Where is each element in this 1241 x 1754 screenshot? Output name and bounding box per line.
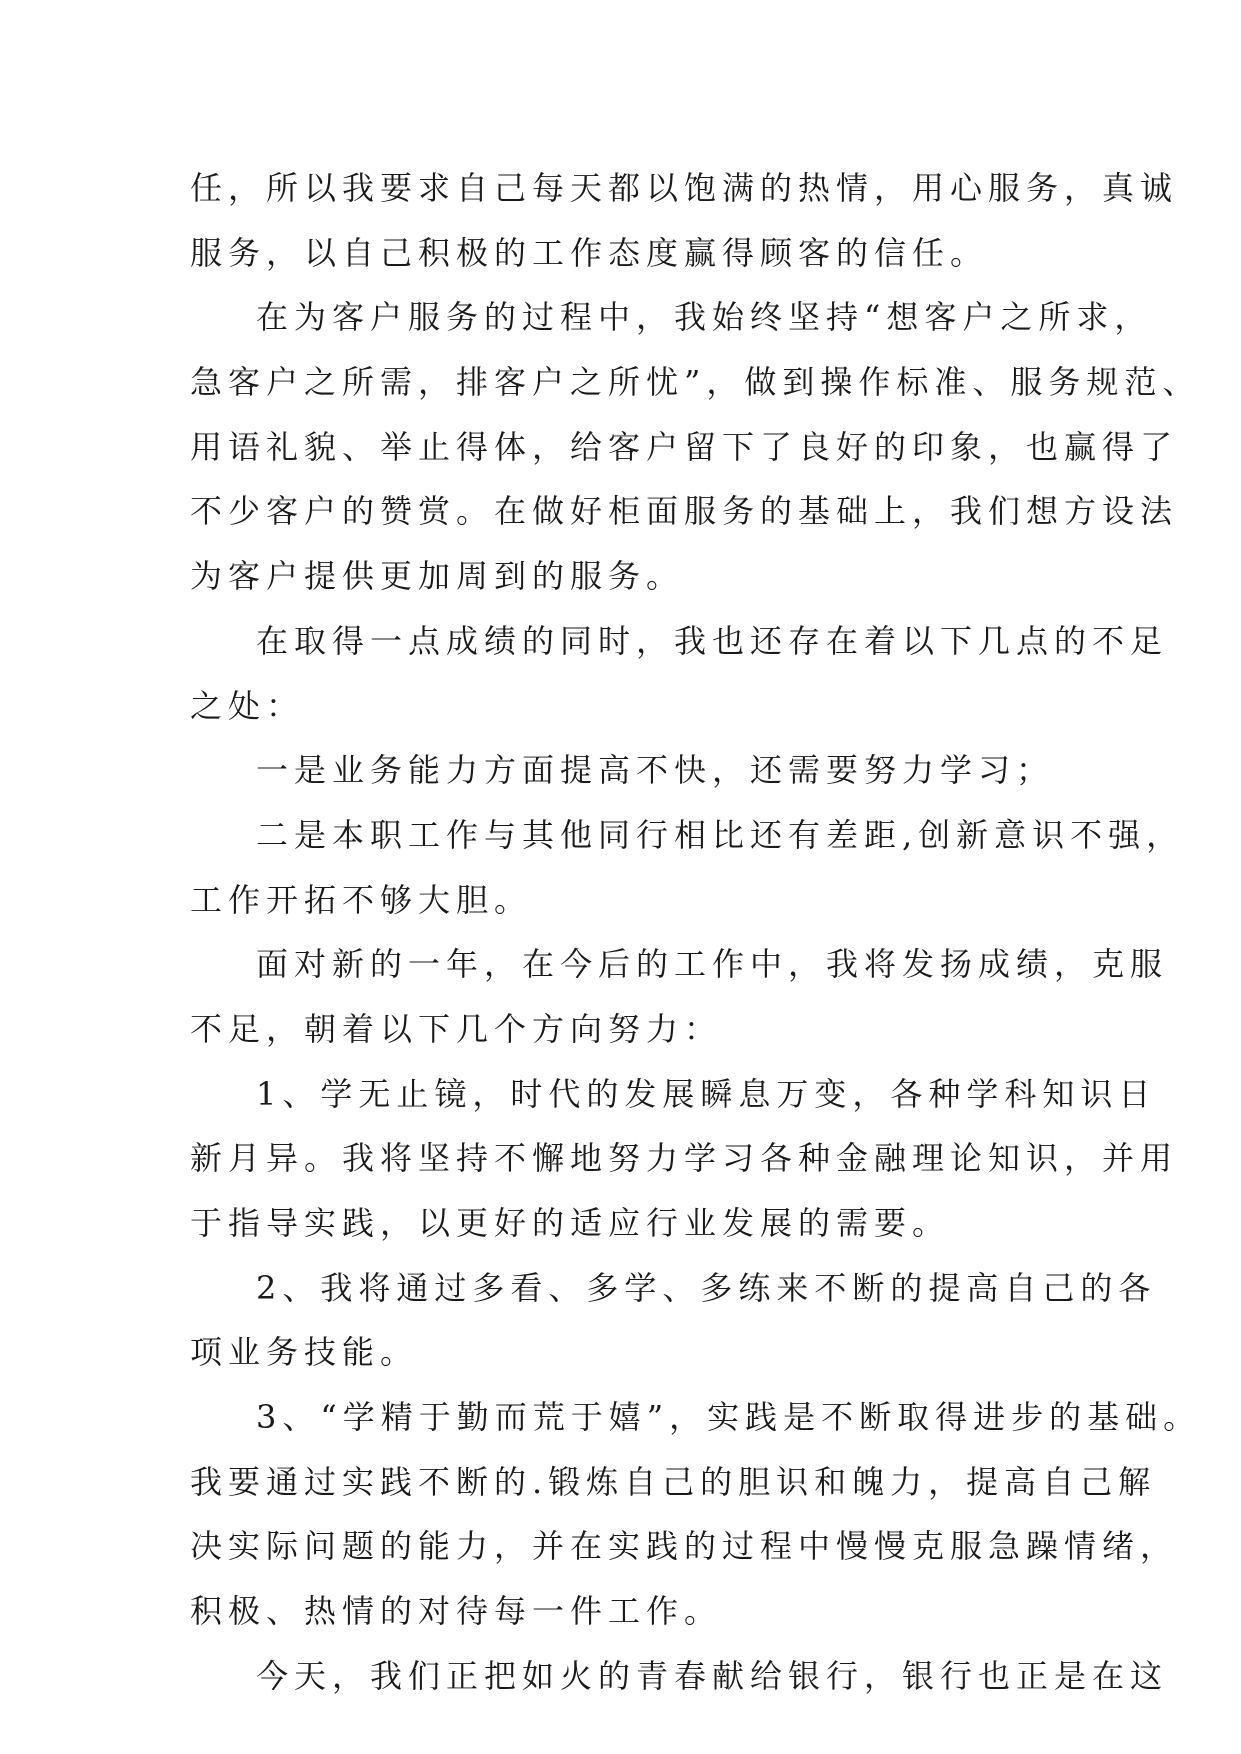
text-line: 3、“学精于勤而荒于嬉”，实践是不断取得进步的基础。: [256, 1398, 1202, 1437]
text-line: 一是业务能力方面提高不快，还需要努力学习；: [256, 751, 1055, 790]
text-line: 我要通过实践不断的.锻炼自己的胆识和魄力，提高自己解: [190, 1462, 1157, 1501]
text-line: 用语礼貌、举止得体，给客户留下了良好的印象，也赢得了: [190, 427, 1179, 466]
text-line: 服务，以自己积极的工作态度赢得顾客的信任。: [190, 233, 989, 272]
text-line: 于指导实践，以更好的适应行业发展的需要。: [190, 1204, 951, 1242]
text-line: 决实际问题的能力，并在实践的过程中慢慢克服急躁情绪，: [190, 1527, 1179, 1566]
text-line: 之处：: [190, 686, 305, 725]
text-line: 1、学无止镜，时代的发展瞬息万变，各种学科知识日: [256, 1074, 1157, 1113]
text-line: 不少客户的赞赏。在做好柜面服务的基础上，我们想方设法: [190, 492, 1179, 531]
text-line: 为客户提供更加周到的服务。: [190, 557, 685, 596]
text-line: 新月异。我将坚持不懈地努力学习各种金融理论知识，并用: [190, 1139, 1179, 1178]
text-line: 项业务技能。: [190, 1333, 419, 1372]
document-body: [190, 156, 1202, 1709]
text-line: 工作开拓不够大胆。: [190, 880, 533, 919]
text-line: 在为客户服务的过程中，我始终坚持“想客户之所求，: [256, 298, 1153, 337]
text-line: 面对新的一年，在今后的工作中，我将发扬成绩，克服: [256, 945, 1169, 984]
text-line: 二是本职工作与其他同行相比还有差距,创新意识不强，: [256, 815, 1185, 854]
text-line: 急客户之所需，排客户之所忧”，做到操作标准、服务规范、: [190, 363, 1201, 402]
text-line: 积极、热情的对待每一件工作。: [190, 1592, 723, 1631]
text-line: 今天，我们正把如火的青春献给银行，银行也正是在这: [256, 1656, 1169, 1695]
text-line: 在取得一点成绩的同时，我也还存在着以下几点的不足: [256, 621, 1169, 660]
text-line: 任，所以我要求自己每天都以饱满的热情，用心服务，真诚: [190, 169, 1179, 207]
text-line: 不足，朝着以下几个方向努力：: [190, 1009, 723, 1048]
text-line: 2、我将通过多看、多学、多练来不断的提高自己的各: [256, 1268, 1157, 1307]
